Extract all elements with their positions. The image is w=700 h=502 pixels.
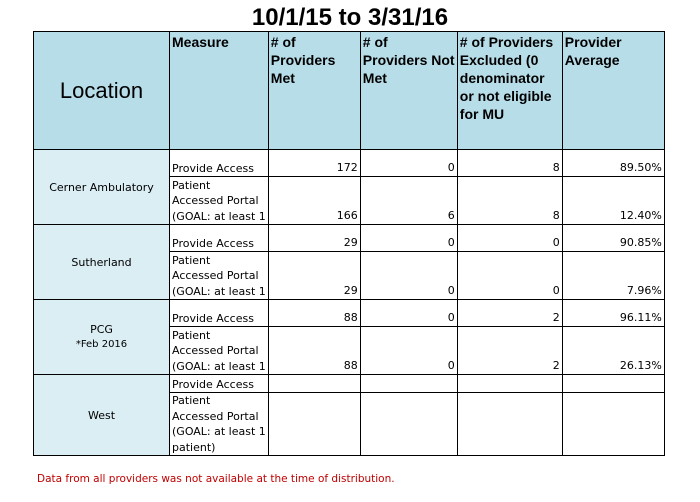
provider-average-cell — [562, 393, 664, 456]
location-name: Cerner Ambulatory — [49, 180, 154, 194]
measure-line: (GOAL: at least 1 — [172, 359, 266, 373]
providers-excluded-cell: 8 — [457, 150, 562, 177]
measure-line: Accessed Portal — [172, 194, 259, 207]
providers-not-met-cell: 0 — [360, 150, 457, 177]
measure-line: (GOAL: at least 1 — [172, 425, 266, 438]
measure-cell — [170, 327, 269, 375]
measure-cell: Provide Access — [170, 225, 269, 252]
location-name: Sutherland — [71, 255, 132, 269]
providers-met-header: # of Providers Met — [268, 32, 360, 150]
provider-average-header: Provider Average — [562, 32, 664, 150]
provider-average-cell: 26.13% — [562, 327, 664, 375]
measure-line: Patient — [172, 178, 211, 192]
providers-met-cell: 88 — [268, 327, 360, 375]
providers-not-met-header: # of Providers Not Met — [360, 32, 457, 150]
measure-line: (GOAL: at least 1 — [172, 284, 266, 298]
measure-line: Patient — [172, 328, 211, 342]
measure-cell — [170, 393, 269, 456]
measure-line: Patient — [172, 253, 211, 267]
measure-header: Measure — [170, 32, 269, 150]
providers-not-met-cell — [360, 375, 457, 393]
location-cell — [34, 225, 170, 300]
providers-met-cell — [268, 393, 360, 456]
providers-excluded-cell: 0 — [457, 252, 562, 300]
measure-line: patient) — [172, 440, 216, 454]
providers-not-met-cell: 0 — [360, 300, 457, 327]
provider-average-cell — [562, 375, 664, 393]
providers-excluded-cell — [457, 393, 562, 456]
measure-line: Accessed Portal — [172, 344, 259, 357]
location-cell — [34, 150, 170, 225]
header-row — [34, 32, 665, 150]
location-name: PCG — [90, 323, 113, 336]
measure-line: Accessed Portal — [172, 269, 259, 282]
providers-not-met-cell: 0 — [360, 327, 457, 375]
measure-cell: Provide Access — [170, 300, 269, 327]
measure-line: (GOAL: at least 1 — [172, 209, 266, 223]
providers-met-cell: 88 — [268, 300, 360, 327]
providers-not-met-cell: 0 — [360, 252, 457, 300]
table-row — [34, 150, 665, 177]
measure-line: Patient — [172, 394, 211, 407]
provider-average-cell: 12.40% — [562, 177, 664, 225]
provider-average-cell: 90.85% — [562, 225, 664, 252]
providers-excluded-cell — [457, 375, 562, 393]
providers-met-cell: 172 — [268, 150, 360, 177]
table-row — [34, 375, 665, 393]
providers-met-cell — [268, 375, 360, 393]
location-name: West — [87, 408, 116, 422]
providers-excluded-cell: 0 — [457, 225, 562, 252]
location-header: Location — [34, 32, 170, 150]
availability-footnote: Data from all providers was not available at the time of distribution. — [37, 473, 395, 485]
measure-cell — [170, 177, 269, 225]
providers-not-met-cell — [360, 393, 457, 456]
location-cell — [34, 375, 170, 456]
providers-met-cell: 166 — [268, 177, 360, 225]
report-title: 10/1/15 to 3/31/16 — [251, 4, 449, 31]
providers-excluded-cell: 2 — [457, 300, 562, 327]
provider-average-cell: 89.50% — [562, 150, 664, 177]
providers-met-cell: 29 — [268, 252, 360, 300]
table-row — [34, 225, 665, 252]
providers-met-cell: 29 — [268, 225, 360, 252]
providers-not-met-cell: 0 — [360, 225, 457, 252]
table-row — [34, 300, 665, 327]
measure-cell: Provide Access — [170, 375, 269, 393]
provider-average-cell: 96.11% — [562, 300, 664, 327]
location-note: *Feb 2016 — [75, 339, 128, 350]
location-cell — [34, 300, 170, 375]
provider-average-cell: 7.96% — [562, 252, 664, 300]
providers-not-met-cell: 6 — [360, 177, 457, 225]
providers-excluded-header: # of Providers Excluded (0 denominator or not eligible for MU — [457, 32, 562, 150]
providers-table — [33, 31, 665, 456]
measure-cell: Provide Access — [170, 150, 269, 177]
providers-excluded-cell: 2 — [457, 327, 562, 375]
measure-cell — [170, 252, 269, 300]
measure-line: Accessed Portal — [172, 409, 259, 423]
providers-excluded-cell: 8 — [457, 177, 562, 225]
